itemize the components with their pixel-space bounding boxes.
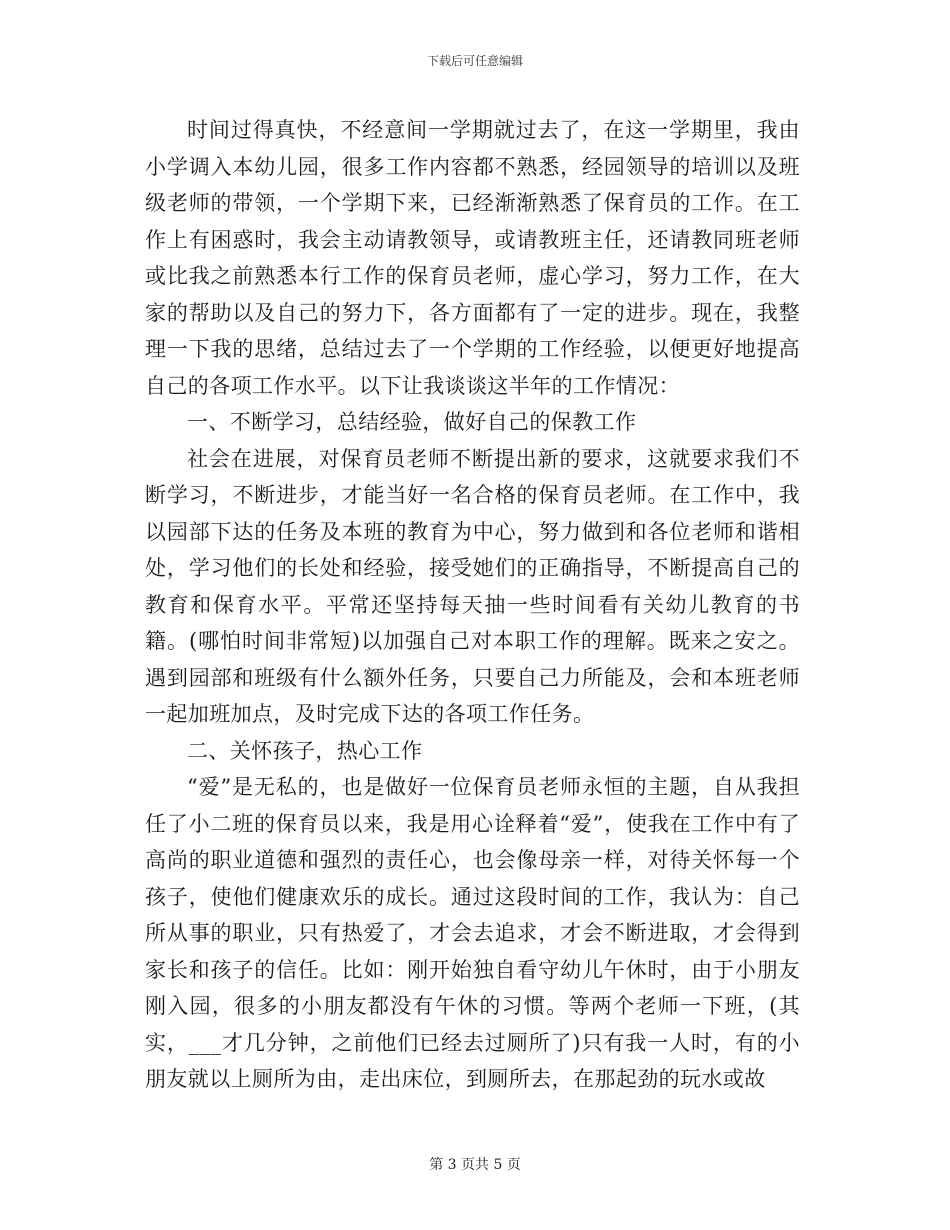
paragraph-section-1: 社会在进展，对保育员老师不断提出新的要求，这就要求我们不断学习，不断进步，才能当好一名合格的保育员老师。在工作中，我以园部下达的任务及本班的教育为中心，努力做到和各位老师和谐相处，学习他们的长处和经验，接受她们的正确指导，不断提高自己的教育和保育水平。平常还坚持每天抽一些时间看有关幼儿教育的书籍。(哪怕时间非常短)以加强自己对本职工作的理解。既来之安之。遇到园部和班级有什么额外任务，只要自己力所能及，会和本班老师一起加班加点，及时完成下达的各项工作任务。 (145, 446, 800, 726)
page-header: 下载后可任意编辑 (426, 54, 523, 68)
paragraph-intro: 时间过得真快，不经意间一学期就过去了，在这一学期里，我由小学调入本幼儿园，很多工作内容都不熟悉，经园领导的培训以及班级老师的带领，一个学期下来，已经渐渐熟悉了保育员的工作。在工作上有困惑时，我会主动请教领导，或请教班主任，还请教同班老师或比我之前熟悉本行工作的保育员老师，虚心学习，努力工作，在大家的帮助以及自己的努力下，各方面都有了一定的进步。现在，我整理一下我的思绪，总结过去了一个学期的工作经验，以便更好地提高自己的各项工作水平。以下让我谈谈这半年的工作情况： (145, 118, 800, 398)
section-heading-2: 二、关怀孩子，热心工作 (187, 738, 423, 763)
page-footer: 第 3 页共 5 页 (429, 1157, 521, 1173)
paragraph-section-2: “爱”是无私的，也是做好一位保育员老师永恒的主题，自从我担任了小二班的保育员以来，我是用心诠释着“爱”，使我在工作中有了高尚的职业道德和强烈的责任心，也会像母亲一样，对待关怀每一个孩子，使他们健康欢乐的成长。通过这段时间的工作，我认为：自己所从事的职业，只有热爱了，才会去追求，才会不断进取，才会得到家长和孩子的信任。比如：刚开始独自看守幼儿午休时，由于小朋友刚入园，很多的小朋友都没有午休的习惯。等两个老师一下班，(其实，___才几分钟，之前他们已经去过厕所了)只有我一人时，有的小朋友就以上厕所为由，走出床位，到厕所去，在那起劲的玩水或故 (145, 775, 800, 1091)
document-body (145, 112, 800, 1098)
section-heading-1: 一、不断学习，总结经验，做好自己的保教工作 (187, 410, 637, 434)
